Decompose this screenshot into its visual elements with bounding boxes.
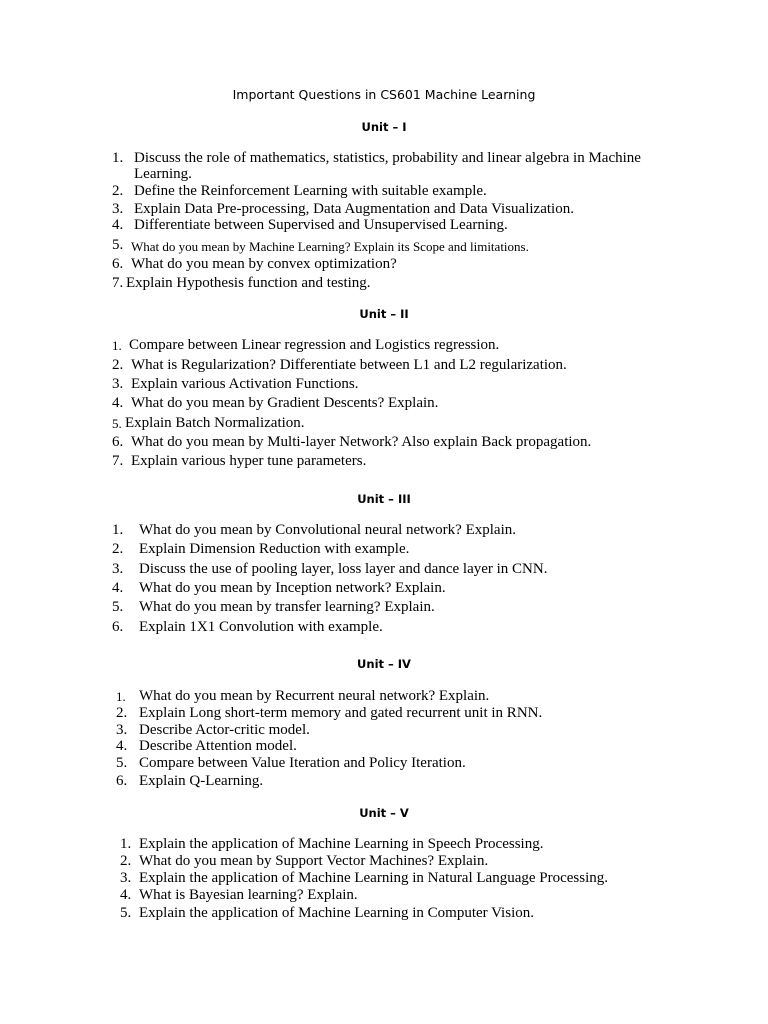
unit-3-question-4: 4. What do you mean by Inception network? Explain. (112, 580, 446, 596)
unit-2-question-2: 2. What is Regularization? Differentiate between L1 and L2 regularization. (112, 357, 567, 373)
document-title: Important Questions in CS601 Machine Learning (232, 87, 536, 102)
unit-4-heading: Unit – IV (357, 657, 411, 671)
unit-1-question-3: 3. Explain Data Pre-processing, Data Augmentation and Data Visualization. (112, 201, 574, 217)
unit-3-question-3: 3. Discuss the use of pooling layer, loss layer and dance layer in CNN. (112, 561, 548, 577)
unit-2-question-1: 1. Compare between Linear regression and Logistics regression. (112, 337, 500, 353)
unit-4-question-5: 5. Compare between Value Iteration and Policy Iteration. (116, 755, 466, 771)
unit-1-question-6: 6. What do you mean by convex optimization? (112, 256, 397, 272)
unit-2-question-7: 7. Explain various hyper tune parameters. (112, 453, 367, 469)
unit-2-question-4: 4. What do you mean by Gradient Descents? Explain. (112, 395, 439, 411)
unit-1-question-4: 4. Differentiate between Supervised and Unsupervised Learning. (112, 217, 508, 233)
unit-2-question-5: 5. Explain Batch Normalization. (112, 415, 305, 431)
unit-4-question-1: 1. What do you mean by Recurrent neural network? Explain. (116, 688, 490, 704)
unit-3-question-2: 2. Explain Dimension Reduction with example. (112, 541, 410, 557)
unit-1-question-5: 5. What do you mean by Machine Learning? Explain its Scope and limitations. (112, 237, 529, 254)
unit-5-question-2: 2. What do you mean by Support Vector Machines? Explain. (120, 853, 489, 869)
unit-5-question-1: 1. Explain the application of Machine Learning in Speech Processing. (120, 836, 544, 852)
unit-3-question-6: 6. Explain 1X1 Convolution with example. (112, 619, 383, 635)
unit-4-question-6: 6. Explain Q-Learning. (116, 773, 264, 789)
unit-2-question-3: 3. Explain various Activation Functions. (112, 376, 359, 392)
unit-3-question-1: 1. What do you mean by Convolutional neural network? Explain. (112, 522, 516, 538)
unit-3-question-5: 5. What do you mean by transfer learning? Explain. (112, 599, 435, 615)
unit-2-heading: Unit – II (359, 307, 409, 321)
unit-1-heading: Unit – I (361, 120, 407, 134)
unit-4-question-4: 4. Describe Attention model. (116, 738, 297, 754)
unit-1-question-1: 1. Discuss the role of mathematics, statistics, probability and linear algebra in Machine (112, 150, 641, 166)
unit-5-question-3: 3. Explain the application of Machine Learning in Natural Language Processing. (120, 870, 609, 886)
unit-4-question-2: 2. Explain Long short-term memory and gated recurrent unit in RNN. (116, 705, 543, 721)
unit-1-question-7: 7. Explain Hypothesis function and testing. (112, 275, 371, 291)
unit-5-heading: Unit – V (359, 806, 409, 820)
unit-5-question-4: 4. What is Bayesian learning? Explain. (120, 887, 358, 903)
unit-5-question-5: 5. Explain the application of Machine Learning in Computer Vision. (120, 905, 534, 921)
unit-2-question-6: 6. What do you mean by Multi-layer Network? Also explain Back propagation. (112, 434, 592, 450)
unit-1-question-1-continuation: Learning. (134, 166, 192, 182)
unit-3-heading: Unit – III (357, 492, 411, 506)
unit-1-question-2: 2. Define the Reinforcement Learning with suitable example. (112, 183, 487, 199)
unit-4-question-3: 3. Describe Actor-critic model. (116, 722, 310, 738)
